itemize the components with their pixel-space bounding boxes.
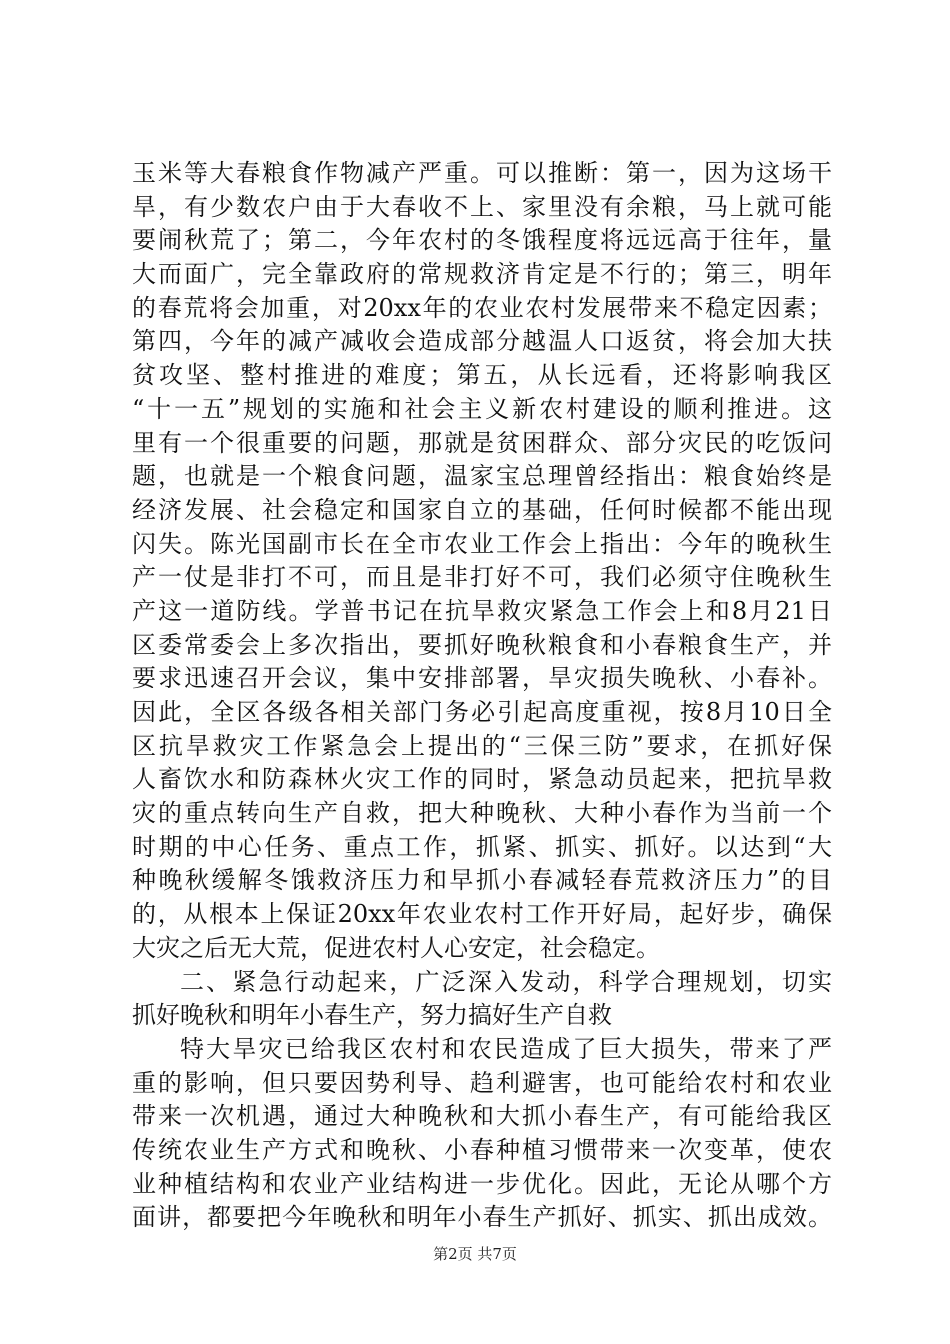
text-line: 带来一次机遇，通过大种晚秋和大抓小春生产，有可能给我区	[132, 1102, 832, 1131]
text-line: 第四，今年的减产减收会造成部分越温人口返贫，将会加大扶	[132, 327, 832, 356]
text-line: 面讲，都要把今年晚秋和明年小春生产抓好、抓实、抓出成效。	[132, 1203, 832, 1232]
text-line: 玉米等大春粮食作物减产严重。可以推断：第一，因为这场干	[132, 159, 832, 187]
text-line: 题，也就是一个粮食问题，温家宝总理曾经指出：粮食始终是	[132, 462, 832, 491]
text-line: 的春荒将会加重，对20xx年的农业农村发展带来不稳定因素；	[132, 293, 832, 322]
text-line: 重的影响，但只要因势利导、趋利避害，也可能给农村和农业	[132, 1068, 832, 1097]
text-line: 区委常委会上多次指出，要抓好晚秋粮食和小春粮食生产，并	[132, 630, 832, 659]
section-heading-line: 抓好晚秋和明年小春生产，努力搞好生产自救	[132, 1001, 612, 1030]
text-line: 特大旱灾已给我区农村和农民造成了巨大损失，带来了严	[180, 1034, 832, 1063]
text-line: 要求迅速召开会议，集中安排部署，旱灾损失晚秋、小春补。	[132, 664, 832, 693]
page-footer	[0, 1244, 950, 1264]
text-line: 产一仗是非打不可，而且是非打好不可，我们必须守住晚秋生	[132, 563, 832, 592]
text-line: 闪失。陈光国副市长在全市农业工作会上指出：今年的晚秋生	[132, 529, 832, 558]
text-line: 的，从根本上保证20xx年农业农村工作开好局，起好步，确保	[132, 900, 832, 929]
text-line: 大而面广，完全靠政府的常规救济肯定是不行的；第三，明年	[132, 260, 832, 289]
section-heading-line: 二、紧急行动起来，广泛深入发动，科学合理规划，切实	[180, 967, 832, 996]
page-number: 第2页 共7页	[433, 1245, 517, 1263]
text-line: 贫攻坚、整村推进的难度；第五，从长远看，还将影响我区	[132, 361, 832, 390]
text-line: 业种植结构和农业产业结构进一步优化。因此，无论从哪个方	[132, 1169, 832, 1198]
text-line: 人畜饮水和防森林火灾工作的同时，紧急动员起来，把抗旱救	[132, 765, 832, 794]
text-line: 传统农业生产方式和晚秋、小春种植习惯带来一次变革，使农	[132, 1135, 832, 1164]
text-line: 时期的中心任务、重点工作，抓紧、抓实、抓好。以达到“大	[132, 832, 832, 861]
text-line: 区抗旱救灾工作紧急会上提出的“三保三防”要求，在抓好保	[132, 731, 832, 760]
text-line: 旱，有少数农户由于大春收不上、家里没有余粮，马上就可能	[132, 192, 832, 221]
text-line: 大灾之后无大荒，促进农村人心安定，社会稳定。	[132, 933, 660, 962]
text-line: 灾的重点转向生产自救，把大种晚秋、大种小春作为当前一个	[132, 799, 832, 828]
text-line: 产这一道防线。学普书记在抗旱救灾紧急工作会上和8月21日	[132, 596, 832, 625]
text-line: “十一五”规划的实施和社会主义新农村建设的顺利推进。这	[132, 394, 832, 423]
document-body	[132, 157, 832, 1235]
text-line: 里有一个很重要的问题，那就是贫困群众、部分灾民的吃饭问	[132, 428, 832, 457]
text-line: 经济发展、社会稳定和国家自立的基础，任何时候都不能出现	[132, 495, 832, 524]
text-line: 要闹秋荒了；第二，今年农村的冬饿程度将远远高于往年，量	[132, 226, 832, 255]
text-line: 种晚秋缓解冬饿救济压力和早抓小春减轻春荒救济压力”的目	[132, 866, 832, 895]
text-line: 因此，全区各级各相关部门务必引起高度重视，按8月10日全	[132, 698, 832, 726]
